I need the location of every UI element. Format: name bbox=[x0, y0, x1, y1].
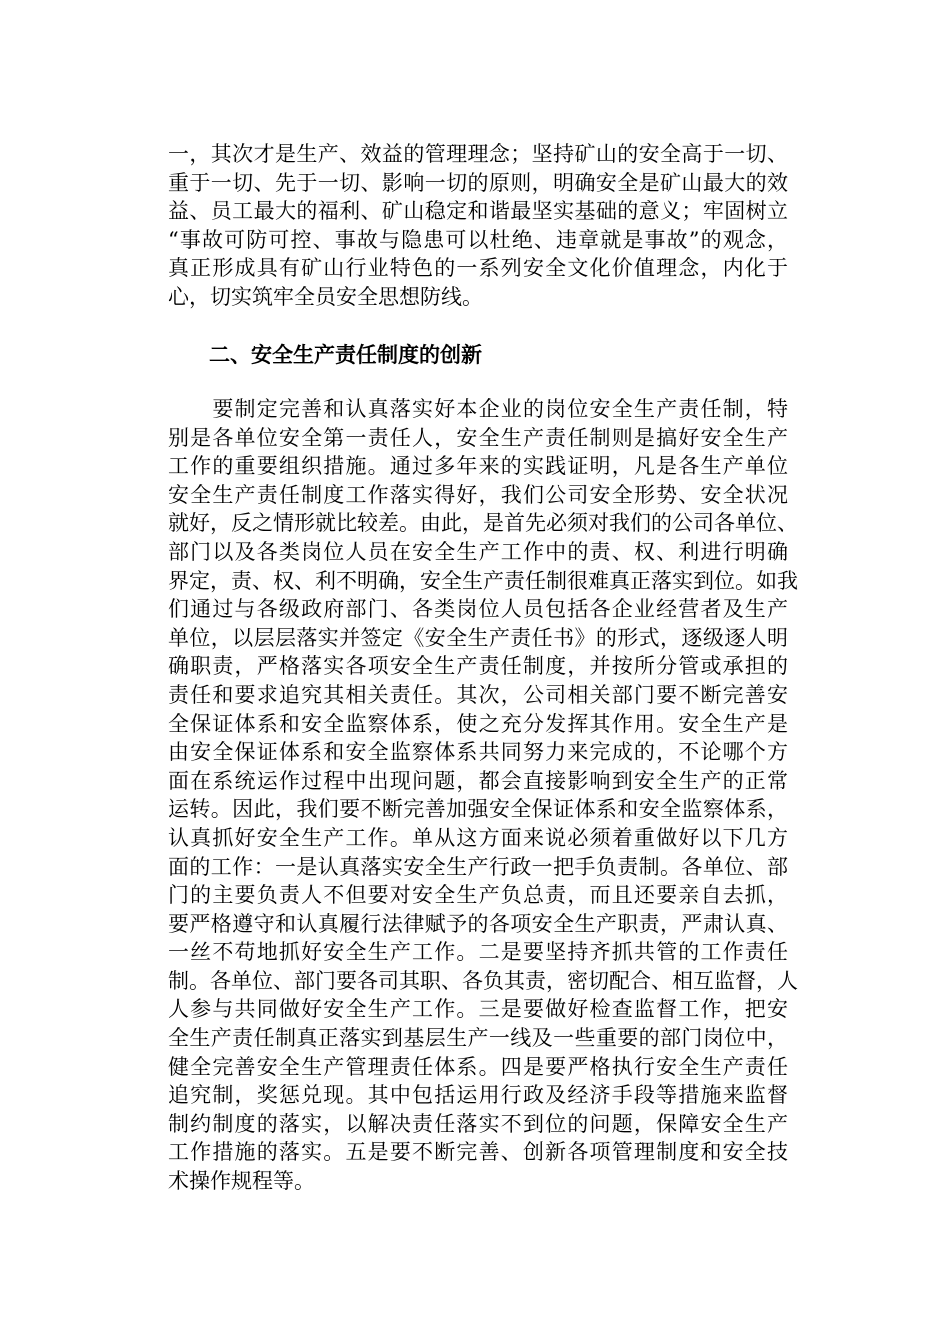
text-line: 制约制度的落实，以解决责任落实不到位的问题，保障安全生产 bbox=[168, 1111, 788, 1136]
text-line: 要严格遵守和认真履行法律赋予的各项安全生产职责，严肃认真、 bbox=[168, 911, 788, 936]
text-line: 确职责，严格落实各项安全生产责任制度，并按所分管或承担的 bbox=[168, 654, 788, 679]
paragraph-responsibility-system bbox=[168, 395, 798, 1196]
text-line: 真正形成具有矿山行业特色的一系列安全文化价值理念，内化于 bbox=[168, 256, 788, 281]
text-line: 认真抓好安全生产工作。单从这方面来说必须着重做好以下几方 bbox=[168, 825, 788, 850]
section-heading: 二、安全生产责任制度的创新 bbox=[209, 343, 482, 367]
text-line: 工作措施的落实。五是要不断完善、创新各项管理制度和安全技 bbox=[168, 1140, 788, 1165]
text-line: 由安全保证体系和安全监察体系共同努力来完成的，不论哪个方 bbox=[168, 740, 788, 765]
text-line: 安全生产责任制度工作落实得好，我们公司安全形势、安全状况 bbox=[168, 482, 788, 507]
text-line: 部门以及各类岗位人员在安全生产工作中的责、权、利进行明确 bbox=[168, 539, 788, 564]
text-line: 一丝不苟地抓好安全生产工作。二是要坚持齐抓共管的工作责任 bbox=[168, 940, 788, 965]
text-line: 就好，反之情形就比较差。由此，是首先必须对我们的公司各单位、 bbox=[168, 511, 798, 536]
text-line: 健全完善安全生产管理责任体系。四是要严格执行安全生产责任 bbox=[168, 1054, 788, 1079]
text-line: 面的工作：一是认真落实安全生产行政一把手负责制。各单位、部 bbox=[168, 854, 788, 879]
text-line: 全保证体系和安全监察体系，使之充分发挥其作用。安全生产是 bbox=[168, 711, 788, 736]
text-line: 重于一切、先于一切、影响一切的原则，明确安全是矿山最大的效 bbox=[168, 170, 788, 195]
text-line: 门的主要负责人不但要对安全生产负总责，而且还要亲自去抓， bbox=[168, 883, 788, 908]
text-line: 工作的重要组织措施。通过多年来的实践证明，凡是各生产单位 bbox=[168, 454, 788, 479]
text-line: 要制定完善和认真落实好本企业的岗位安全生产责任制，特 bbox=[168, 397, 788, 421]
text-line: 单位，以层层落实并签定《安全生产责任书》的形式，逐级逐人明 bbox=[168, 625, 788, 650]
text-line: 们通过与各级政府部门、各类岗位人员包括各企业经营者及生产 bbox=[168, 597, 788, 622]
text-line: 追究制，奖惩兑现。其中包括运用行政及经济手段等措施来监督 bbox=[168, 1083, 788, 1108]
text-line: 界定，责、权、利不明确，安全生产责任制很难真正落实到位。如我 bbox=[168, 568, 798, 593]
text-line: 术操作规程等。 bbox=[168, 1169, 315, 1194]
text-line: 别是各单位安全第一责任人，安全生产责任制则是搞好安全生产 bbox=[168, 425, 788, 450]
text-line: 人参与共同做好安全生产工作。三是要做好检查监督工作，把安 bbox=[168, 997, 788, 1022]
text-line: 责任和要求追究其相关责任。其次，公司相关部门要不断完善安 bbox=[168, 682, 788, 707]
text-line: 面在系统运作过程中出现问题，都会直接影响到安全生产的正常 bbox=[168, 768, 788, 793]
text-line: 制。各单位、部门要各司其职、各负其责，密切配合、相互监督，人 bbox=[168, 968, 798, 993]
text-line: 运转。因此，我们要不断完善加强安全保证体系和安全监察体系， bbox=[168, 797, 788, 822]
text-line: 心，切实筑牢全员安全思想防线。 bbox=[168, 284, 483, 309]
text-line: “事故可防可控、事故与隐患可以杜绝、违章就是事故”的观念， bbox=[168, 227, 788, 252]
text-line: 全生产责任制真正落实到基层生产一线及一些重要的部门岗位中， bbox=[168, 1026, 788, 1051]
text-line: 一，其次才是生产、效益的管理理念；坚持矿山的安全高于一切、 bbox=[168, 142, 788, 166]
paragraph-intro-continued bbox=[168, 140, 788, 312]
text-line: 益、员工最大的福利、矿山稳定和谐最坚实基础的意义；牢固树立 bbox=[168, 199, 788, 224]
